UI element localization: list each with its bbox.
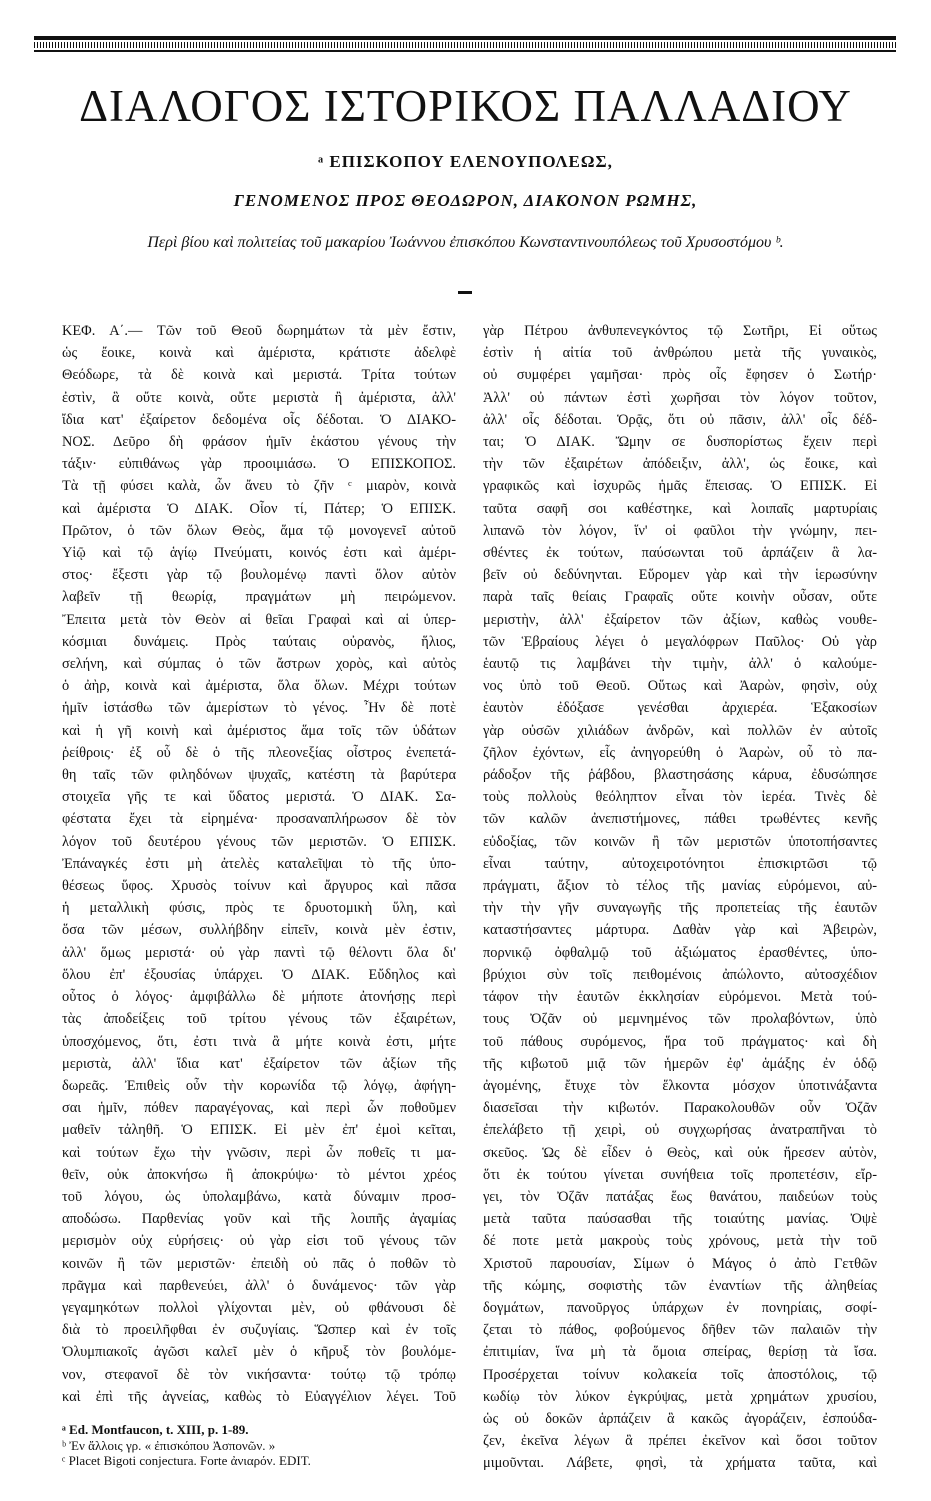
text-line: τῆς κιβωτοῦ μιᾷ τῶν ἡμερῶν ἐφ' ἁμάξης ἐν ὁδῷ [483,1055,877,1072]
text-line: πορνικῷ ὀφθαλμῷ τοῦ ἀξιώματος ἐρασθέντες, ὑπο- [483,944,877,961]
text-line: καταστήσαντες μάρτυρα. Δαθὰν γὰρ καὶ Ἀβειρὼν, [483,922,877,939]
text-line: εὐδοξίας, τῶν κοινῶν ἢ τῶν μεριστῶν ὑποτοπήσαντες [483,833,877,850]
text-line: ὑποσχόμενος, ὅτι, ἐστι τινὰ ἃ μήτε κοινὰ ἐστι, μήτε [62,1033,456,1050]
text-line: Τὰ τῇ φύσει καλὰ, ὧν ἄνευ τὸ ζῆν ᶜ μιαρὸν, κοινὰ [62,478,456,495]
left-column [62,320,456,1408]
text-line: ὅτι ἐκ τούτου γίνεται συνήθεια τοῖς προπετέσιν, εἴρ- [483,1166,877,1183]
right-column [483,320,877,1475]
text-line: στοιχεῖα γῆς τε καὶ ὕδατος μεριστά. Ὁ ΔΙΑΚ. Σα- [62,789,456,806]
text-line: πρᾶγμα καὶ παρθενεύει, ἀλλ' ὁ δυνάμενος· τῶν γὰρ [62,1277,456,1294]
text-line: Πρῶτον, ὁ τῶν ὅλων Θεὸς, ἅμα τῷ μονογενεῖ αὐτοῦ [62,522,456,539]
text-line: Ἐπάναγκές ἐστι μὴ ἀτελὲς καταλεῖψαι τὸ τῆς ὑπο- [62,855,456,872]
text-line: καὶ ἀμέριστα Ὁ ΔΙΑΚ. Οἷον τί, Πάτερ; Ὁ ΕΠΙΣΚ. [62,500,456,517]
text-line: τῶν Ἑβραίους λέγει ὁ μεγαλόφρων Παῦλος· Οὐ γὰρ [483,633,877,650]
text-line: νος ὑπὸ τοῦ Θεοῦ. Οὕτως καὶ Ἀαρὼν, φησὶν, οὐχ [483,678,877,695]
text-line: λιπανῶ τὸν λόγον, ἵν' οἱ φαῦλοι τὴν γνώμην, πει- [483,522,877,539]
text-line: λαβεῖν τῇ θεωρίᾳ, πραγμάτων μὴ πειρώμενον. [62,589,456,606]
text-line: βεῖν οὐ δεδύνηνται. Εὕρομεν γὰρ καὶ τὴν ἱερωσύνην [483,567,877,584]
text-line: τους Ὀζᾶν οὐ μεμνημένος τῶν προλαβόντων, ὑπὸ [483,1011,877,1028]
text-line: γεγαμηκότων πολλοὶ γλίχονται μὲν, οὐ φθάνουσι δὲ [62,1299,456,1316]
text-line: ἴδια κατ' ἐξαίρετον δεδομένα οἷς δέδοται. Ὁ ΔΙΑΚΟ- [62,411,456,428]
top-rule-hatch [34,42,896,48]
text-line: ζεται τὸ πάθος, φοβούμενος δῆθεν τῶν παλαιῶν τὴν [483,1322,877,1339]
text-line: ὡς ἔοικε, κοινὰ καὶ ἀμέριστα, κράτιστε ἀδελφὲ [62,345,456,362]
text-line: ὡς οὐ δοκῶν ἁρπάζειν ἃ κακῶς ἀγοράζειν, ἐσπούδα- [483,1410,877,1427]
text-line: καὶ ἡ γῆ κοινὴ καὶ ἀμέριστος ἅμα τοῖς τῶν ὑδάτων [62,722,456,739]
text-line: Ὀλυμπιακοῖς ἀγῶσι καλεῖ μὲν ὁ κῆρυξ τὸν βουλόμε- [62,1344,456,1361]
text-line: θεῖν, οὐκ ἀποκνήσω ἢ ἀποκρύψω· τὸ μέντοι χρέος [62,1166,456,1183]
footnote: ᶜ Placet Bigoti conjectura. Forte ἀνιαρόν. EDIT. [62,1453,311,1468]
text-line: καὶ τούτων ἔχω τὴν γνῶσιν, περὶ ὧν ποθεῖς τι μα- [62,1144,456,1161]
text-line: γραφικῶς καὶ ἰσχυρῶς ἡμᾶς ἔπεισας. Ὁ ΕΠΙΣΚ. Εἰ [483,478,877,495]
text-line: ἡμῖν ἱστάσθω τῶν ἀμερίστων τὸ γένος. Ἦν δὲ ποτὲ [62,700,456,717]
text-line: καὶ ἐπὶ τῆς ἁγνείας, καθὼς τὸ Εὐαγγέλιον λέγει. Τοῦ [62,1388,456,1405]
text-line: ἐστὶν ἡ αἰτία τοῦ ἀνθρώπου μετὰ τῆς γυναικὸς, [483,345,877,362]
text-line: νον, στεφανοῖ δὲ τὸν νικήσαντα· τούτῳ τῷ τρόπῳ [62,1366,456,1383]
text-line: δωρεᾶς. Ἐπιθεὶς οὖν τὴν κορωνίδα τῷ λόγῳ, ἀφήγη- [62,1077,456,1094]
text-line: αποδώσω. Παρθενίας γοῦν καὶ τῆς λοιπῆς ἀγαμίας [62,1211,456,1228]
text-line: Ἔπειτα μετὰ τὸν Θεὸν αἱ θεῖαι Γραφαὶ καὶ αἱ ὑπερ- [62,611,456,628]
text-line: οὐ συμφέρει γαμῆσαι· πρὸς οἷς ἔφησεν ὁ Σωτήρ· [483,367,877,384]
author-line: ᵃ ΕΠΙΣΚΟΠΟΥ ΕΛΕΝΟΥΠΟΛΕΩΣ, [318,152,613,171]
text-line: μαθεῖν τἀληθῆ. Ὁ ΕΠΙΣΚ. Εἰ μὲν ἐπ' ἐμοὶ κεῖται, [62,1122,456,1139]
text-line: διὰ τὸ προειλῆφθαι ἐν συζυγίαις. Ὥσπερ καὶ ἐν τοῖς [62,1322,456,1339]
text-line: μερισμὸν οὐχ εὑρήσεις· οὐ γὰρ εἰσι τοῦ γένους τῶν [62,1233,456,1250]
text-line: ἐστὶν, ἃ οὔτε κοινὰ, οὔτε μεριστὰ ἢ ἀμέριστα, ἀλλ' [62,389,456,406]
text-line: μεριστὰ, ἀλλ' ἴδια κατ' ἐξαίρετον τῶν ἀξίων τῆς [62,1055,456,1072]
text-line: ὁ ἀὴρ, κοινὰ καὶ ἀμέριστα, ὅλα ὅλων. Μέχρι τούτων [62,678,456,695]
text-line: ΚΕΦ. Α΄.— Τῶν τοῦ Θεοῦ δωρημάτων τὰ μὲν ἔστιν, [62,323,456,339]
text-line: ὅλου ἐπ' ἐξουσίας ὑπάρχει. Ὁ ΔΙΑΚ. Εὔδηλος καὶ [62,966,456,983]
text-line: δέ ποτε μετὰ μακροὺς τοὺς χρόνους, μετὰ τὴν τοῦ [483,1233,877,1250]
text-line: γει, τὸν Ὀζᾶν πατάξας ἕως θανάτου, παιδεύων τοὺς [483,1188,877,1205]
page-title: ΔΙΑΛΟΓΟΣ ΙΣΤΟΡΙΚΟΣ ΠΑΛΛΑΔΙΟΥ [79,81,852,131]
text-line: πράγματι, ἄξιον τὸ τέλος τῆς μανίας εὑρόμενοι, αὐ- [483,878,877,895]
text-line: κοινῶν ἢ τῶν μεριστῶν· ἐπειδὴ οὐ πᾶς ὁ ποθῶν τὸ [62,1255,456,1272]
topic-line: Περὶ βίου καὶ πολιτείας τοῦ μακαρίου Ἰωάννου ἐπισκόπου Κωνσταντινουπόλεως τοῦ Χρυσοστόμου ᵇ. [147,234,784,251]
text-line: γὰρ Πέτρου ἀνθυπενεγκόντος τῷ Σωτῆρι, Εἰ οὕτως [483,323,877,339]
text-line: τὴν τὴν γῆν συναγωγῆς τῆς προπετείας τῆς ἑαυτῶν [483,900,877,917]
text-line: ἐπελάβετο τῇ χειρὶ, οὐ συγχωρήσας ἀνατραπῆναι τὸ [483,1122,877,1139]
text-line: οὗτος ὁ λόγος· ἀμφιβάλλω δὲ μήποτε ἀτονήσῃς περὶ [62,989,456,1006]
text-line: παρὰ ταῖς θείαις Γραφαῖς οὔτε κοινὴν οὖσαν, οὔτε [483,589,877,606]
text-line: σκεῦος. Ὡς δὲ εἶδεν ὁ Θεὸς, καὶ οὐκ ἤρεσεν αὐτὸν, [483,1144,877,1161]
text-line: τῆς κώμης, σοφιστὴς τῶν ἐναντίων τῆς ἀληθείας [483,1277,877,1294]
addressee-line: ΓΕΝΟΜΕΝΟΣ ΠΡΟΣ ΘΕΟΔΩΡΟΝ, ΔΙΑΚΟΝΟΝ ΡΩΜΗΣ, [233,191,698,210]
text-line: τῶν καλῶν ἀνεπιστήμονες, πάθει τρωθέντες κενῆς [483,811,877,828]
text-line: κωδίῳ τὸν λύκον ἐγκρύψας, μετὰ χρημάτων χρυσίου, [483,1388,877,1405]
text-line: θέσεως ὕφος. Χρυσὸς τοίνυν καὶ ἄργυρος καὶ πᾶσα [62,878,456,895]
text-line: γὰρ οὐσῶν χιλιάδων ἀνδρῶν, καὶ πολλῶν ἐν αὐτοῖς [483,722,877,739]
text-line: ζεν, ἐκεῖνα λέγων ἃ πρέπει ἐκεῖνον καὶ ὅσοι τοῦτον [483,1433,877,1450]
text-line: ὅσα τῶν μέσων, συλλήβδην εἰπεῖν, κοινὰ μὲν ἐστιν, [62,922,456,939]
text-line: τοῦ πάθους συρόμενος, ἥρα τοῦ πράγματος· καὶ δὴ [483,1033,877,1050]
text-line: φέστατα ἔχει τὰ εἰρημένα· προσαναπλήρωσον δὲ τὸν [62,811,456,828]
text-line: ζῆλον ἐχόντων, εἷς ἀνηγορεύθη ὁ Ἀαρὼν, οὗ τὸ πα- [483,744,877,761]
text-line: ἡ μεταλλικὴ φύσις, πρὸς τε δρυοτομικὴ ὕλη, καὶ [62,900,456,917]
text-line: τὴν τῶν ἐξαιρέτων ἀπόδειξιν, ἀλλ', ὡς ἔοικε, καὶ [483,456,877,473]
text-line: μετὰ ταῦτα παύσασθαι τῆς τοιαύτης μανίας. Ὀψὲ [483,1211,877,1228]
text-line: τοῦ λόγου, ὡς ὑπολαμβάνω, κατὰ δύναμιν προσ- [62,1188,456,1205]
text-line: εἶναι ταύτην, αὐτοχειροτόνητοι ἐπισκιρτῶσι τῷ [483,855,877,872]
text-line: στος· ἔξεστι γὰρ τῷ βουλομένῳ παντὶ ὅλον αὐτὸν [62,567,456,584]
text-line: λόγον τοῦ δευτέρου γένους τῶν μεριστῶν. Ὁ ΕΠΙΣΚ. [62,833,456,850]
text-line: τάξιν· εὐπιθάνως γὰρ προοιμιάσω. Ὁ ΕΠΙΣΚΟΠΟΣ. [62,456,456,473]
text-line: ἀγομένης, ἔτυχε τὸν ἕλκοντα μόσχον ὑποτινάξαντα [483,1077,877,1094]
text-line: Υἱῷ καὶ τῷ ἁγίῳ Πνεύματι, κοινός ἐστι καὶ ἀμέρι- [62,545,456,562]
text-line: Ἀλλ' οὐ πάντων ἐστὶ χωρῆσαι τὸν λόγον τοῦτον, [483,389,877,406]
text-line: διασεῖσαι τὴν κιβωτόν. Παρακολουθῶν οὖν Ὀζᾶν [483,1100,877,1117]
text-line: κόσμιαι δυνάμεις. Πρὸς ταύταις οὐρανὸς, ἥλιος, [62,633,456,650]
text-line: ἑαυτῷ τις λαμβάνει τὴν τιμὴν, ἀλλ' ὁ καλούμε- [483,656,877,673]
text-line: σαι ἡμῖν, πόθεν παραγέγονας, καὶ περὶ ὧν ποθοῦμεν [62,1100,456,1117]
text-line: ται; Ὁ ΔΙΑΚ. Ὤμην σε δυσπορίστως ἔχειν περὶ [483,434,877,451]
text-line: ΝΟΣ. Δεῦρο δὴ φράσον ἡμῖν ἑκάστου γένους τὴν [62,434,456,451]
text-line: ῥείθροις· ἐξ οὗ δὲ ὁ τῆς πλεονεξίας οἶστρος ἐνεπετά- [62,744,456,761]
text-line: ἐπιτιμίαν, ἵνα μὴ τὰ ὅμοια σπείρας, θερίσῃ τὰ ἴσα. [483,1344,877,1361]
top-rule-bottom [34,50,896,52]
text-line: δογμάτων, πανοῦργος ὑπάρχων ἐν πονηρίαις, σοφί- [483,1299,877,1316]
footnote: ᵃ Ed. Montfaucon, t. XIII, p. 1-89. [62,1422,249,1437]
text-line: μεριστὴν, ἀλλ' ἐξαίρετον τῶν ἀξίων, καθὼς νουθε- [483,611,877,628]
text-line: τάφον τὴν ἑαυτῶν ἐκκλησίαν εὑρόμενοι. Μετὰ τού- [483,989,877,1006]
text-line: Θεόδωρε, τὰ δὲ κοινὰ καὶ μεριστά. Τρίτα τούτων [62,367,456,384]
footnote: ᵇ Ἐν ἄλλοις γρ. « ἐπισκόπου Ἀσπονῶν. » [62,1437,276,1453]
text-line: ἑαυτὸν ἐδόξασε γενέσθαι ἀρχιερέα. Ἑξακοσίων [483,700,877,717]
text-line: μιμοῦνται. Λάβετε, φησὶ, τὰ χρήματα ταῦτα, καὶ [483,1455,877,1472]
text-line: σθέντες ἐκ τούτων, παύσωνται τοῦ ἁρπάζειν ἃ λα- [483,545,877,562]
text-line: ράδοξον τῆς ῥάβδου, βλαστησάσης κάρυα, ἐδυσώπησε [483,767,877,784]
text-line: βρύχιοι σὺν τοῖς πειθομένοις ἀπώλοντο, αὐτοσχέδιον [483,966,877,983]
text-line: σελήνη, καὶ σύμπας ὁ τῶν ἄστρων χορὸς, καὶ αὐτὸς [62,656,456,673]
top-rule [34,36,896,40]
text-line: Προσέρχεται τοίνυν κολακεία τοῖς ἀποστόλοις, τῷ [483,1366,877,1383]
text-line: ἀλλ' οἷς δέδοται. Ὁρᾷς, ὅτι οὐ πᾶσιν, ἀλλ' οἷς δέδ- [483,411,877,428]
text-line: ταῦτα σαφῆ σοι καθέστηκε, καὶ λοιπαῖς μαρτυρίαις [483,500,877,517]
text-line: θη ταῖς τῶν φιληδόνων ψυχαῖς, κατέστη τὰ βαρύτερα [62,767,456,784]
section-dash [458,291,472,294]
text-line: ἀλλ' ὅμως μεριστά· οὐ γὰρ παντὶ τῷ θέλοντι ὅλα δι' [62,944,456,961]
text-line: τοὺς πολλοὺς θεόληπτον εἶναι τὸν ἱερέα. Τινὲς δὲ [483,789,877,806]
text-line: Χριστοῦ παρουσίαν, Σίμων ὁ Μάγος ὁ ἀπὸ Γετθῶν [483,1255,877,1272]
text-line: τὰς ἀποδείξεις τοῦ τρίτου γένους τῶν ἐξαιρέτων, [62,1011,456,1028]
footnotes [62,1422,456,1469]
